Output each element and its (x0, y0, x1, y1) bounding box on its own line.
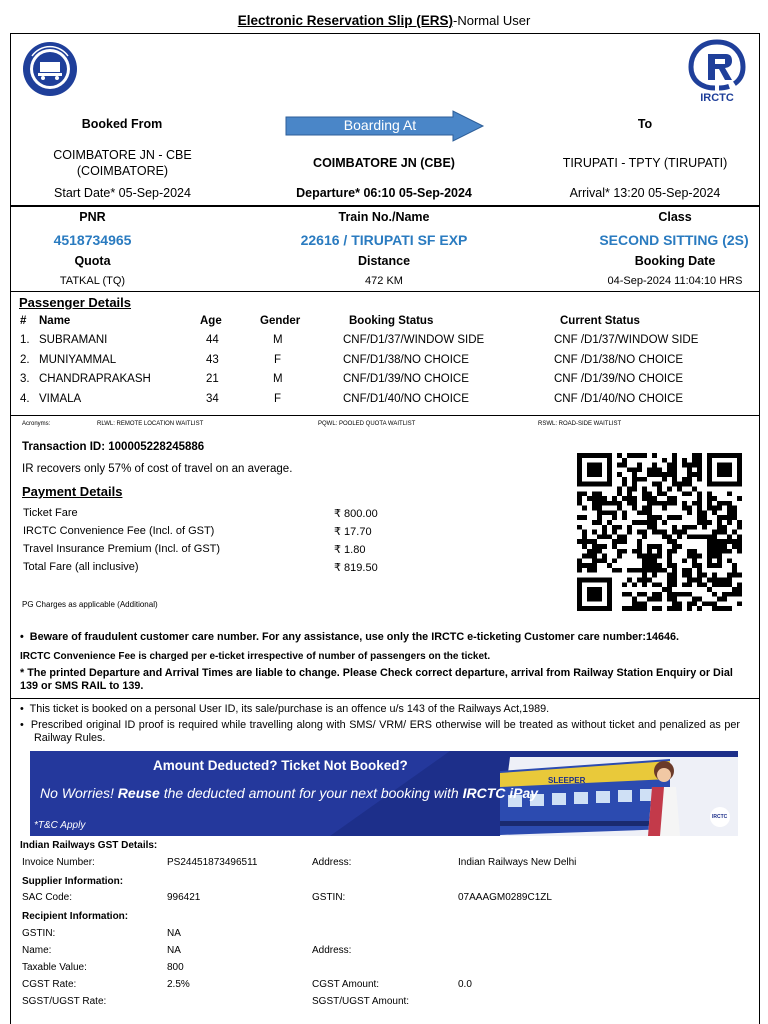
insurance-label: Travel Insurance Premium (Incl. of GST) (23, 543, 221, 555)
passenger-header-row: # Name Age Gender Booking Status Current Status (20, 315, 640, 327)
divider (10, 205, 760, 207)
personal-id-notice: • This ticket is booked on a personal User ID, its sale/purchase is an offence u/s 143 of the Railways Act,1989. (20, 703, 550, 715)
banner-tagline: No Worries! Reuse the deducted amount for your next booking with IRCTC iPay (40, 785, 539, 801)
class-label: Class (658, 210, 692, 224)
divider (10, 698, 760, 699)
qr-code (577, 453, 742, 611)
divider (10, 415, 760, 416)
recipient-gstin: NA (167, 928, 181, 939)
acronym-rswl: RSWL: ROAD-SIDE WAITLIST (538, 421, 622, 427)
svg-text:IRCTC: IRCTC (700, 92, 734, 104)
banner-irctc-logo: IRCTC (712, 814, 728, 820)
cgst-rate: 2.5% (167, 979, 190, 990)
from-station-city: (COIMBATORE) (76, 164, 169, 178)
acronyms-label: Acronyms: (22, 421, 51, 427)
ipay-banner[interactable] (30, 751, 738, 836)
train-label: Train No./Name (338, 210, 430, 224)
pnr-label: PNR (79, 210, 106, 224)
irctc-logo (686, 36, 748, 106)
quota-value: TATKAL (TQ) (59, 275, 126, 287)
divider (10, 291, 760, 292)
taxable-value: 800 (167, 962, 184, 973)
ticket-fare-value: ₹ 800.00 (334, 508, 378, 520)
booking-date-value: 04-Sep-2024 11:04:10 HRS (607, 275, 743, 287)
to-label: To (637, 117, 653, 131)
convenience-fee-value: ₹ 17.70 (334, 526, 372, 538)
total-fare-label: Total Fare (all inclusive) (23, 561, 139, 573)
table-row: 4. VIMALA 34 F CNF/D1/40/NO CHOICE CNF /D1/40/NO CHOICE (20, 393, 684, 405)
train-value: 22616 / TIRUPATI SF EXP (300, 232, 468, 248)
invoice-number: PS24451873496511 (167, 857, 258, 868)
convenience-fee-label: IRCTC Convenience Fee (Incl. of GST) (23, 525, 215, 537)
indian-railways-logo (18, 40, 82, 98)
acronym-pqwl: PQWL: POOLED QUOTA WAITLIST (318, 421, 416, 427)
distance-label: Distance (357, 254, 411, 268)
fraud-notice: • Beware of fraudulent customer care number. For any assistance, use only the IRCTC e-ticketing Customer care number:14646. (20, 631, 679, 643)
to-station: TIRUPATI - TPTY (TIRUPATI) (562, 156, 728, 170)
svg-text:SLEEPER: SLEEPER (548, 776, 586, 785)
pg-charges-note: PG Charges as applicable (Additional) (22, 600, 158, 609)
table-row: 1. SUBRAMANI 44 M CNF/D1/37/WINDOW SIDE CNF /D1/37/WINDOW SIDE (20, 334, 699, 346)
acronym-rlwl: RLWL: REMOTE LOCATION WAITLIST (97, 421, 204, 427)
departure-time: Departure* 06:10 05-Sep-2024 (296, 186, 472, 200)
sac-code: 996421 (167, 892, 201, 903)
page-title: Electronic Reservation Slip (ERS)-Normal User (237, 13, 531, 28)
recipient-name: NA (167, 945, 181, 956)
supplier-gstin: 07AAAGM0289C1ZL (458, 892, 552, 903)
boarding-station: COIMBATORE JN (CBE) (313, 156, 455, 170)
arrival-time: Arrival* 13:20 05-Sep-2024 (569, 186, 721, 200)
booking-date-label: Booking Date (634, 254, 716, 268)
supplier-address: Indian Railways New Delhi (458, 857, 577, 868)
ticket-fare-label: Ticket Fare (23, 507, 78, 519)
transaction-id: Transaction ID: 100005228245886 (22, 441, 205, 453)
recovery-note: IR recovers only 57% of cost of travel on an average. (22, 463, 293, 475)
quota-label: Quota (74, 254, 111, 268)
class-value: SECOND SITTING (2S) (599, 232, 749, 248)
timing-notice: * The printed Departure and Arrival Times are liable to change. Please Check correct departure, arrival from Railway Station Enquiry or Dial 139 or SMS RAIL to 139. (20, 667, 733, 692)
table-row: 3. CHANDRAPRAKASH 21 M CNF/D1/39/NO CHOICE CNF /D1/39/NO CHOICE (20, 373, 684, 385)
booked-from-label: Booked From (81, 117, 163, 131)
insurance-value: ₹ 1.80 (334, 544, 366, 556)
gst-title: Indian Railways GST Details: (20, 840, 158, 851)
convenience-fee-notice: IRCTC Convenience Fee is charged per e-ticket irrespective of number of passengers on the ticket. (20, 651, 491, 662)
total-fare-value: ₹ 819.50 (334, 562, 378, 574)
pnr-value: 4518734965 (53, 232, 132, 248)
cgst-amount: 0.0 (458, 979, 472, 990)
id-proof-notice: • Prescribed original ID proof is required while travelling along with SMS/ VRM/ ERS otherwise will be treated as without ticket and penalized as per Railway Rules. (20, 719, 740, 744)
banner-tc: *T&C Apply (34, 820, 86, 831)
from-station: COIMBATORE JN - CBE (53, 148, 192, 162)
start-date: Start Date* 05-Sep-2024 (54, 186, 191, 200)
payment-details-title: Payment Details (22, 484, 123, 499)
table-row: 2. MUNIYAMMAL 43 F CNF/D1/38/NO CHOICE CNF /D1/38/NO CHOICE (20, 354, 684, 366)
distance-value: 472 KM (365, 275, 403, 287)
banner-headline: Amount Deducted? Ticket Not Booked? (153, 758, 408, 773)
passenger-details-title: Passenger Details (19, 295, 132, 310)
boarding-at-label: Boarding At (343, 117, 417, 133)
